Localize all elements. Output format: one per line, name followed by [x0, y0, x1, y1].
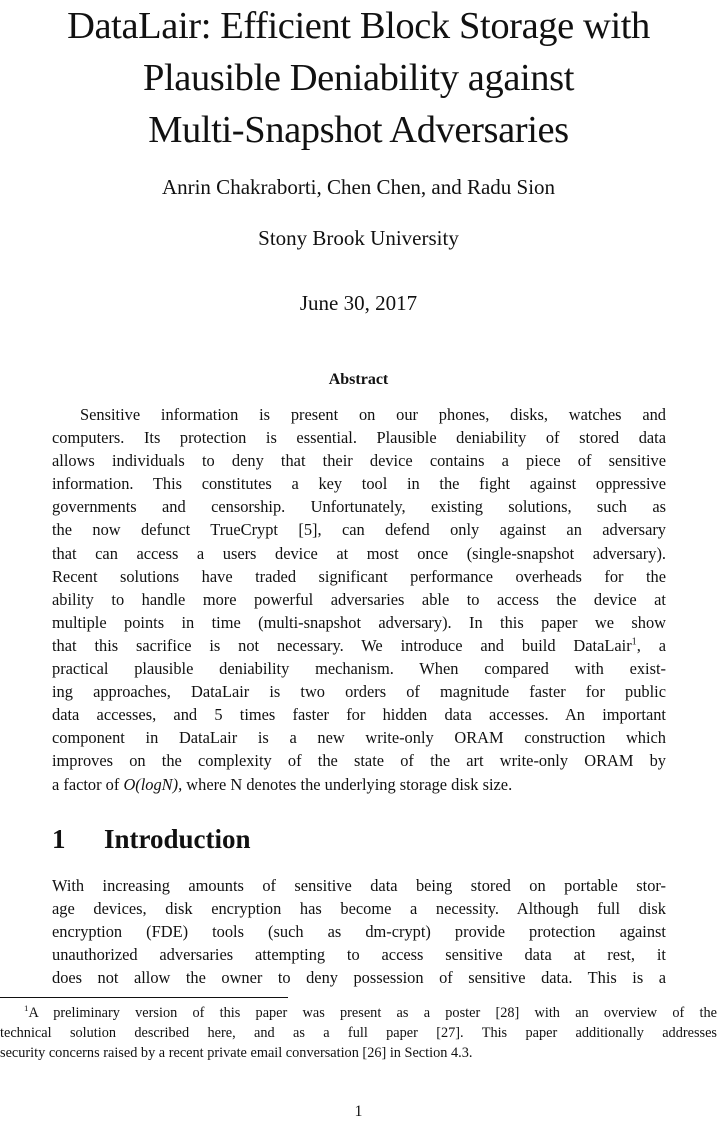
- footnote: [0, 1003, 717, 1063]
- abstract-line: allows individuals to deny that their device contains a piece of sensitive: [52, 451, 666, 471]
- section-number: 1: [52, 824, 66, 854]
- abstract-line: Recent solutions have traded significant performance overheads for the: [52, 566, 666, 586]
- intro-line: With increasing amounts of sensitive data being stored on portable stor-: [52, 876, 666, 895]
- intro-line: age devices, disk encryption has become a necessity. Although full disk: [52, 899, 666, 919]
- abstract-line: the now defunct TrueCrypt [5], can defend only against an adversary: [52, 520, 666, 540]
- title-line: DataLair: Efficient Block Storage with: [67, 5, 650, 47]
- abstract-line: [52, 634, 666, 657]
- abstract-line: ing approaches, DataLair is two orders of magnitude faster for public: [52, 682, 666, 702]
- abstract-line: computers. Its protection is essential. Plausible deniability of stored data: [52, 428, 666, 448]
- footnote-line: security concerns raised by a recent private email conversation [26] in Section 4.3.: [0, 1045, 473, 1061]
- section-heading: [52, 822, 251, 856]
- footnote-text: A preliminary version of this paper was present as a poster [28] with an overview of the: [28, 1005, 717, 1021]
- abstract-line: multiple points in time (multi-snapshot adversary). In this paper we show: [52, 612, 666, 632]
- abstract-body: [52, 403, 666, 796]
- abstract-line: information. This constitutes a key tool in the fight against oppressive: [52, 474, 666, 494]
- intro-line: does not allow the owner to deny possession of sensitive data. This is a: [52, 968, 666, 988]
- intro-line: encryption (FDE) tools (such as dm-crypt) provide protection against: [52, 922, 666, 942]
- paper-title: [0, 0, 717, 156]
- date: June 30, 2017: [299, 291, 418, 315]
- abstract-line: that can access a users device at most once (single-snapshot adversary).: [52, 543, 666, 563]
- title-line: Plausible Deniability against: [142, 57, 575, 99]
- title-line: Multi-Snapshot Adversaries: [148, 109, 569, 151]
- abstract-line: Sensitive information is present on our phones, disks, watches and: [80, 405, 666, 424]
- footnote-ref[interactable]: 1: [631, 636, 637, 648]
- page-number: 1: [354, 1103, 363, 1120]
- authors: Anrin Chakraborti, Chen Chen, and Radu Sion: [161, 175, 556, 199]
- abstract-heading: Abstract: [328, 371, 389, 388]
- introduction-body: [52, 874, 666, 989]
- abstract-line: improves on the complexity of the state of the art write-only ORAM by: [52, 751, 666, 771]
- abstract-line: [52, 773, 666, 796]
- footnote-line: [0, 1003, 717, 1023]
- math-term: O(logN),: [123, 774, 183, 794]
- abstract-line: governments and censorship. Unfortunately, existing solutions, such as: [52, 497, 666, 517]
- footnote-marker: 1: [24, 1003, 29, 1014]
- footnote-line: technical solution described here, and as a full paper [27]. This paper additionally addresses: [0, 1025, 717, 1041]
- abstract-line: data accesses, and 5 times faster for hidden data accesses. An important: [52, 705, 666, 725]
- abstract-line: component in DataLair is a new write-only ORAM construction which: [52, 728, 666, 748]
- abstract-line-text: , a: [636, 635, 666, 655]
- section-title: Introduction: [104, 824, 251, 854]
- abstract-line-text: where N denotes the underlying storage disk size.: [186, 774, 513, 794]
- intro-line: unauthorized adversaries attempting to access sensitive data at rest, it: [52, 945, 666, 965]
- abstract-line: ability to handle more powerful adversaries able to access the device at: [52, 589, 666, 609]
- affiliation: Stony Brook University: [258, 226, 459, 250]
- footnote-divider: [0, 997, 288, 998]
- abstract-line-text: a factor of: [52, 774, 124, 794]
- abstract-line: practical plausible deniability mechanism. When compared with exist-: [52, 659, 666, 679]
- abstract-line-text: that this sacrifice is not necessary. We introduce and build DataLair: [52, 635, 632, 655]
